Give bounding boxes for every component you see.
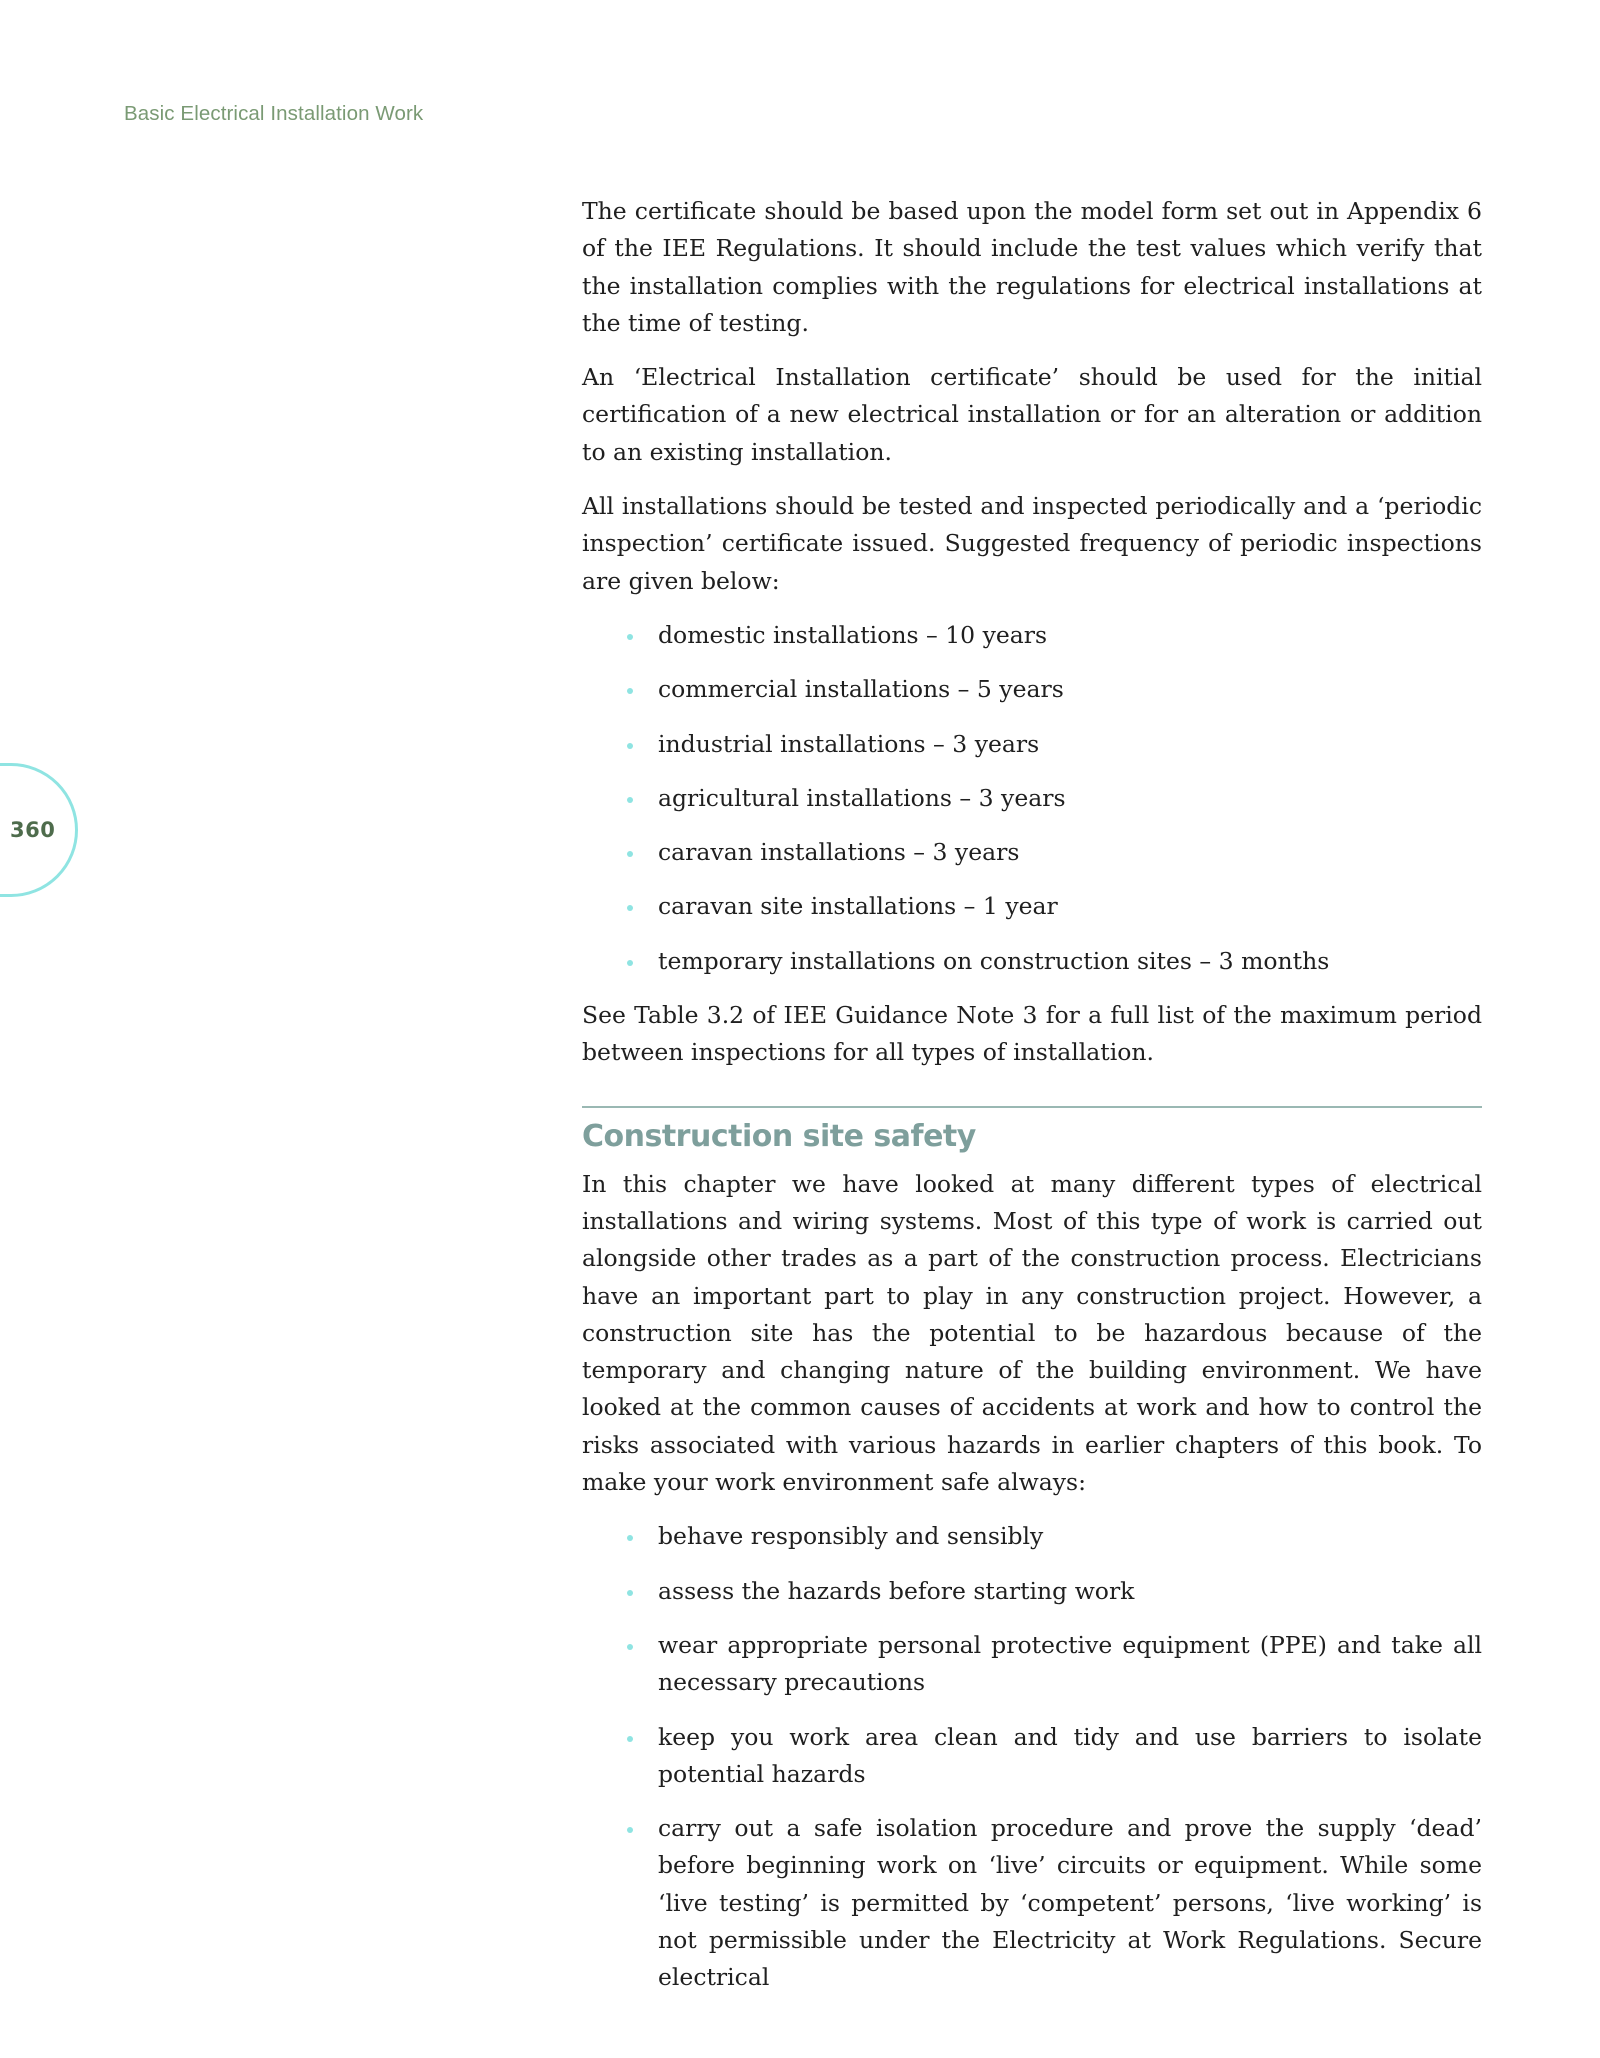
page-number: 360 [10, 818, 56, 842]
list-item: keep you work area clean and tidy and use barriers to isolate potential hazards [582, 1719, 1482, 1794]
list-item: caravan installations – 3 years [582, 834, 1482, 871]
list-item: wear appropriate personal protective equipment (PPE) and take all necessary precautions [582, 1627, 1482, 1702]
paragraph-guidance-note: See Table 3.2 of IEE Guidance Note 3 for a full list of the maximum period between inspections for all types of installation. [582, 1001, 1482, 1067]
list-item: domestic installations – 10 years [582, 617, 1482, 654]
list-item: agricultural installations – 3 years [582, 780, 1482, 817]
safety-list [582, 1518, 1482, 1996]
paragraph-installation-certificate: An ‘Electrical Installation certificate’ should be used for the initial certification of a new electrical installation or for an alteration or addition to an existing installation. [582, 363, 1482, 466]
paragraph-periodic-inspection: All installations should be tested and inspected periodically and a ‘periodic inspection’ certificate issued. Suggested frequency of periodic inspections are given below: [582, 492, 1482, 595]
list-item: assess the hazards before starting work [582, 1573, 1482, 1610]
inspection-frequency-list [582, 617, 1482, 980]
main-text-column [582, 193, 1482, 2014]
section-heading: Construction site safety [582, 1118, 976, 1154]
running-head-title: Basic Electrical Installation Work [124, 102, 424, 125]
list-item: carry out a safe isolation procedure and prove the supply ‘dead’ before beginning work on ‘live’ circuits or equipment. While some ‘live testing’ is permitted by ‘competent’ persons, ‘live working’ is not permissible under the Electricity at Work Regulations. Secure electrical [582, 1810, 1482, 1996]
list-item: commercial installations – 5 years [582, 671, 1482, 708]
paragraph-certificate-model: The certificate should be based upon the model form set out in Appendix 6 of the IEE Regulations. It should include the test values which verify that the installation complies with the regulations for electrical installations at the time of testing. [582, 197, 1482, 337]
list-item: industrial installations – 3 years [582, 726, 1482, 763]
list-item: caravan site installations – 1 year [582, 888, 1482, 925]
list-item: behave responsibly and sensibly [582, 1518, 1482, 1555]
paragraph-construction-safety: In this chapter we have looked at many different types of electrical installations and wiring systems. Most of this type of work is carried out alongside other trades as a part of the construction process. Electricians have an important part to play in any construction project. However, a construction site has the potential to be hazardous because of the temporary and changing nature of the building environment. We have looked at the common causes of accidents at work and how to control the risks associated with various hazards in earlier chapters of this book. To make your work environment safe always: [582, 1169, 1482, 1497]
list-item: temporary installations on construction sites – 3 months [582, 943, 1482, 980]
section-divider [582, 1106, 1482, 1108]
